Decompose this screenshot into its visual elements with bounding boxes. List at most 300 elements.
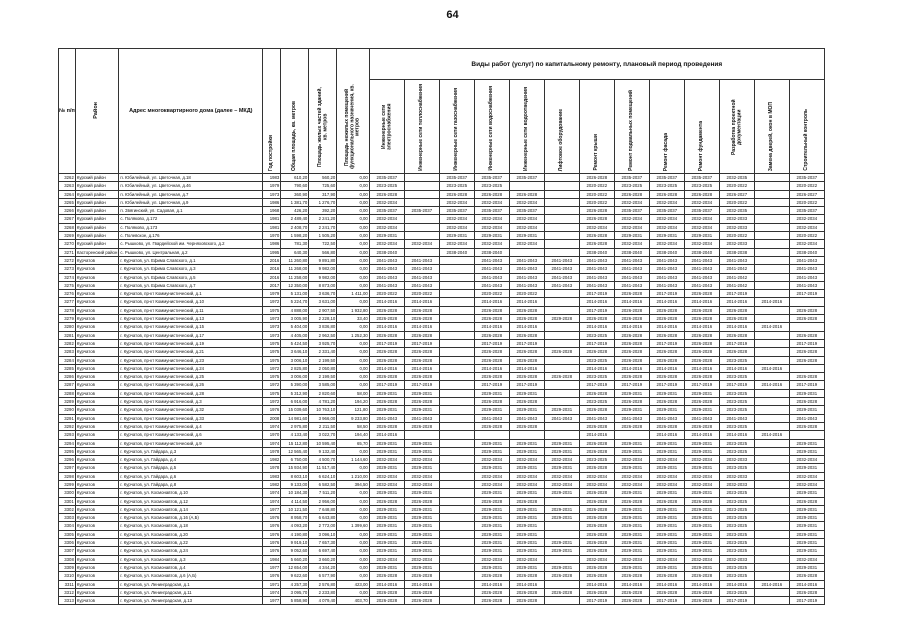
row-work-period: 2032-2034 bbox=[474, 555, 509, 563]
row-living-area: 7 657,30 bbox=[309, 539, 337, 547]
row-district: Курчатов bbox=[75, 522, 118, 530]
row-work-period: 2026-2028 bbox=[684, 306, 719, 314]
row-work-period: 2029-2031 bbox=[369, 447, 404, 455]
row-living-area: 6 697,40 bbox=[309, 547, 337, 555]
row-work-period: 2041-2043 bbox=[474, 273, 509, 281]
row-work-period: 2026-2028 bbox=[369, 356, 404, 364]
row-work-period bbox=[754, 356, 789, 364]
row-work-period bbox=[789, 323, 824, 331]
row-total-area: 781,30 bbox=[281, 240, 309, 248]
row-work-period: 2029-2031 bbox=[614, 563, 649, 571]
row-work-period: 2014-2016 bbox=[649, 364, 684, 372]
row-nonliving-area: 33,40 bbox=[337, 315, 370, 323]
row-district: Курчатов bbox=[75, 588, 118, 596]
row-work-period: 2029-2031 bbox=[544, 539, 579, 547]
row-work-period bbox=[754, 182, 789, 190]
row-work-period: 2041-2043 bbox=[544, 256, 579, 264]
row-living-area: 6 643,80 bbox=[309, 514, 337, 522]
row-nonliving-area: 0,00 bbox=[337, 489, 370, 497]
row-total-area: 15 934,90 bbox=[281, 464, 309, 472]
row-work-period: 2026-2028 bbox=[684, 331, 719, 339]
row-work-period: 2014-2016 bbox=[754, 431, 789, 439]
row-work-period: 2026-2028 bbox=[404, 331, 439, 339]
row-work-period: 2017-2019 bbox=[369, 339, 404, 347]
row-work-period: 2026-2028 bbox=[614, 348, 649, 356]
row-living-area: 3 096,10 bbox=[309, 530, 337, 538]
row-work-period: 2032-2035 bbox=[719, 207, 754, 215]
row-work-period bbox=[544, 174, 579, 182]
header-nonliving-area: Площадь нежилых помещений функционального назначения, кв. метров bbox=[337, 49, 370, 174]
row-work-period: 2026-2028 bbox=[579, 315, 614, 323]
row-work-period: 2029-2031 bbox=[474, 489, 509, 497]
row-work-period: 2029-2031 bbox=[404, 505, 439, 513]
row-work-period: 2041-2043 bbox=[719, 256, 754, 264]
row-work-period: 2026-2028 bbox=[509, 398, 544, 406]
row-work-period: 2017-2019 bbox=[404, 381, 439, 389]
row-total-area: 4 133,40 bbox=[281, 431, 309, 439]
row-living-area: 7 648,80 bbox=[309, 505, 337, 513]
row-work-period: 2026-2028 bbox=[579, 522, 614, 530]
row-number: 3278 bbox=[59, 306, 76, 314]
row-living-area: 6 577,90 bbox=[309, 572, 337, 580]
row-work-period: 2029-2031 bbox=[544, 547, 579, 555]
row-work-period: 2029-2031 bbox=[509, 539, 544, 547]
row-living-area: 722,50 bbox=[309, 240, 337, 248]
row-work-period: 2029-2031 bbox=[649, 232, 684, 240]
row-work-period: 2032-2034 bbox=[684, 555, 719, 563]
row-work-period bbox=[544, 223, 579, 231]
row-year: 1982 bbox=[263, 480, 281, 488]
row-work-period: 2026-2028 bbox=[789, 348, 824, 356]
row-work-period: 2014-2016 bbox=[684, 580, 719, 588]
row-district: Курчатов bbox=[75, 315, 118, 323]
row-work-period: 2026-2028 bbox=[789, 356, 824, 364]
row-work-period: 2032-2034 bbox=[509, 223, 544, 231]
row-work-period: 2041-2043 bbox=[789, 265, 824, 273]
row-work-period bbox=[754, 240, 789, 248]
row-nonliving-area: 1 399,60 bbox=[337, 522, 370, 530]
row-year: 1975 bbox=[263, 373, 281, 381]
row-number: 3306 bbox=[59, 539, 76, 547]
row-address: с. Полевское, д.176 bbox=[119, 232, 263, 240]
row-work-period bbox=[544, 356, 579, 364]
row-year: 1971 bbox=[263, 580, 281, 588]
row-work-period: 2041-2043 bbox=[614, 273, 649, 281]
table-row bbox=[59, 198, 825, 206]
row-work-period: 2041-2043 bbox=[719, 414, 754, 422]
row-work-period: 2032-2034 bbox=[789, 456, 824, 464]
row-work-period: 2026-2028 bbox=[369, 422, 404, 430]
row-district: Курчатов bbox=[75, 348, 118, 356]
row-number: 3310 bbox=[59, 572, 76, 580]
row-year: 1976 bbox=[263, 522, 281, 530]
row-work-period: 2032-2034 bbox=[474, 480, 509, 488]
row-work-period: 2026-2028 bbox=[579, 240, 614, 248]
row-work-period bbox=[509, 431, 544, 439]
row-district: Курчатов bbox=[75, 281, 118, 289]
row-work-period bbox=[509, 182, 544, 190]
row-year: 1970 bbox=[263, 431, 281, 439]
row-total-area: 3 006,10 bbox=[281, 356, 309, 364]
row-work-period bbox=[544, 331, 579, 339]
row-address: п. Юбилейный, ул. Цветочная, д.7 bbox=[119, 190, 263, 198]
row-living-area: 1 505,20 bbox=[309, 232, 337, 240]
row-work-period: 2038-2040 bbox=[684, 248, 719, 256]
row-district: Курчатов bbox=[75, 539, 118, 547]
row-work-period: 2014-2016 bbox=[754, 364, 789, 372]
row-living-area: 3 925,70 bbox=[309, 339, 337, 347]
row-work-period: 2029-2031 bbox=[789, 530, 824, 538]
row-work-period: 2023-2025 bbox=[719, 563, 754, 571]
row-work-period: 2032-2034 bbox=[614, 223, 649, 231]
row-work-period: 2026-2028 bbox=[684, 290, 719, 298]
row-work-period: 2014-2016 bbox=[649, 431, 684, 439]
row-nonliving-area: 0,00 bbox=[337, 547, 370, 555]
row-work-period: 2017-2019 bbox=[404, 339, 439, 347]
row-nonliving-area: 0,00 bbox=[337, 323, 370, 331]
row-nonliving-area: 0,00 bbox=[337, 447, 370, 455]
row-number: 3305 bbox=[59, 530, 76, 538]
row-work-period: 2032-2034 bbox=[649, 240, 684, 248]
row-work-period: 2020-2022 bbox=[369, 290, 404, 298]
row-work-period: 2026-2028 bbox=[544, 588, 579, 596]
row-work-period: 2041-2043 bbox=[789, 281, 824, 289]
row-work-period bbox=[439, 439, 474, 447]
row-number: 3291 bbox=[59, 414, 76, 422]
row-address: с. Рышково, ул. Центральная, д.2 bbox=[119, 248, 263, 256]
row-work-period bbox=[544, 522, 579, 530]
row-work-period: 2017-2019 bbox=[369, 381, 404, 389]
row-work-period bbox=[544, 215, 579, 223]
row-year: 1972 bbox=[263, 364, 281, 372]
row-work-period: 2017-2019 bbox=[509, 381, 544, 389]
row-work-period: 2041-2043 bbox=[404, 273, 439, 281]
row-work-period bbox=[544, 530, 579, 538]
row-work-period: 2023-2025 bbox=[719, 439, 754, 447]
row-work-period: 2026-2028 bbox=[684, 190, 719, 198]
row-work-period bbox=[439, 456, 474, 464]
row-work-period: 2029-2031 bbox=[404, 539, 439, 547]
row-year: 1975 bbox=[263, 306, 281, 314]
row-district: Курчатов bbox=[75, 447, 118, 455]
table-row bbox=[59, 273, 825, 281]
row-work-period: 2026-2028 bbox=[369, 597, 404, 605]
row-work-period: 2014-2016 bbox=[404, 323, 439, 331]
row-work-period: 2026-2028 bbox=[614, 356, 649, 364]
row-work-period: 2014-2016 bbox=[509, 580, 544, 588]
row-work-period: 2026-2028 bbox=[369, 315, 404, 323]
row-living-area: 2 241,70 bbox=[309, 223, 337, 231]
row-work-period: 2032-2034 bbox=[404, 480, 439, 488]
row-living-area: 9 132,40 bbox=[309, 447, 337, 455]
row-work-period: 2029-2031 bbox=[649, 389, 684, 397]
row-work-period: 2041-2043 bbox=[684, 414, 719, 422]
row-work-period: 2032-2033 bbox=[719, 472, 754, 480]
row-work-period: 2029-2031 bbox=[649, 447, 684, 455]
row-address: г. Курчатов, ул. Космонавтов, д.6 (А,Б) bbox=[119, 572, 263, 580]
row-number: 3277 bbox=[59, 298, 76, 306]
row-work-period bbox=[404, 190, 439, 198]
row-number: 3300 bbox=[59, 489, 76, 497]
row-year: 1983 bbox=[263, 472, 281, 480]
row-total-area: 1 381,70 bbox=[281, 198, 309, 206]
row-work-period: 2026-2028 bbox=[474, 398, 509, 406]
header-work-3: Инженерные сети водоснабжения bbox=[474, 80, 509, 174]
row-work-period: 2038-2040 bbox=[649, 248, 684, 256]
row-living-area: 2 820,60 bbox=[309, 389, 337, 397]
row-living-area: 4 781,20 bbox=[309, 398, 337, 406]
row-work-period: 2029-2031 bbox=[474, 514, 509, 522]
row-work-period: 2029-2031 bbox=[614, 406, 649, 414]
row-work-period: 2041-2043 bbox=[509, 265, 544, 273]
row-district: Курчатов bbox=[75, 472, 118, 480]
row-district: Курчатов bbox=[75, 273, 118, 281]
row-total-area: 790,60 bbox=[281, 182, 309, 190]
row-work-period: 2029-2031 bbox=[649, 563, 684, 571]
row-work-period: 2026-2028 bbox=[684, 422, 719, 430]
row-nonliving-area: 194,20 bbox=[337, 398, 370, 406]
row-work-period: 2026-2028 bbox=[789, 398, 824, 406]
row-work-period: 2023-2025 bbox=[579, 331, 614, 339]
row-work-period: 2014-2016 bbox=[579, 364, 614, 372]
row-year: 1976 bbox=[263, 539, 281, 547]
row-work-period bbox=[404, 223, 439, 231]
row-work-period: 2026-2028 bbox=[509, 306, 544, 314]
row-address: г. Курчатов, пр-кт Коммунистический, д.24 bbox=[119, 364, 263, 372]
row-nonliving-area: 0,00 bbox=[337, 381, 370, 389]
row-work-period: 2026-2028 bbox=[649, 497, 684, 505]
row-nonliving-area: 0,00 bbox=[337, 240, 370, 248]
row-nonliving-area: 0,00 bbox=[337, 273, 370, 281]
row-work-period: 2041-2043 bbox=[649, 281, 684, 289]
row-work-period: 2026-2028 bbox=[579, 215, 614, 223]
row-work-period: 2026-2028 bbox=[579, 588, 614, 596]
row-work-period: 2041-2043 bbox=[369, 414, 404, 422]
row-work-period: 2035-2037 bbox=[614, 207, 649, 215]
row-nonliving-area: 0,00 bbox=[337, 207, 370, 215]
row-total-area: 11 258,00 bbox=[281, 273, 309, 281]
row-work-period bbox=[439, 447, 474, 455]
row-work-period: 2026-2028 bbox=[614, 339, 649, 347]
row-work-period: 2032-2034 bbox=[474, 198, 509, 206]
row-work-period: 2029-2031 bbox=[509, 489, 544, 497]
row-nonliving-area: 0,00 bbox=[337, 572, 370, 580]
row-work-period: 2032-2034 bbox=[614, 480, 649, 488]
row-work-period bbox=[439, 273, 474, 281]
row-number: 3264 bbox=[59, 190, 76, 198]
row-work-period: 2029-2031 bbox=[614, 547, 649, 555]
row-address: г. Курчатов, ул. Космонавтов, д.18 bbox=[119, 522, 263, 530]
row-work-period: 2026-2028 bbox=[509, 315, 544, 323]
row-work-period: 2014-2016 bbox=[369, 298, 404, 306]
row-work-period: 2029-2031 bbox=[544, 464, 579, 472]
row-living-area: 11 517,40 bbox=[309, 464, 337, 472]
row-work-period: 2029-2031 bbox=[474, 389, 509, 397]
row-district: Курчатов bbox=[75, 290, 118, 298]
row-work-period: 2032-2034 bbox=[439, 223, 474, 231]
row-work-period: 2026-2028 bbox=[614, 331, 649, 339]
row-work-period: 2032-2034 bbox=[789, 223, 824, 231]
row-work-period: 2014-2016 bbox=[509, 364, 544, 372]
row-work-period: 2038-2040 bbox=[474, 248, 509, 256]
table-row bbox=[59, 339, 825, 347]
row-nonliving-area: 121,80 bbox=[337, 406, 370, 414]
row-work-period: 2026-2028 bbox=[509, 190, 544, 198]
row-work-period: 2035-2037 bbox=[614, 174, 649, 182]
row-work-period: 2041-2043 bbox=[404, 256, 439, 264]
row-living-area: 317,90 bbox=[309, 190, 337, 198]
row-work-period: 2014-2016 bbox=[474, 364, 509, 372]
row-work-period: 2032-2033 bbox=[719, 456, 754, 464]
row-work-period: 2026-2028 bbox=[649, 422, 684, 430]
row-work-period bbox=[754, 306, 789, 314]
row-work-period bbox=[754, 563, 789, 571]
row-work-period: 2029-2031 bbox=[649, 547, 684, 555]
row-number: 3293 bbox=[59, 431, 76, 439]
row-nonliving-area: 0,00 bbox=[337, 190, 370, 198]
row-district: Курчатов bbox=[75, 339, 118, 347]
row-work-period: 2041-2043 bbox=[544, 265, 579, 273]
row-work-period: 2029-2031 bbox=[684, 514, 719, 522]
row-work-period bbox=[544, 207, 579, 215]
header-living-area: Площадь жилых частей зданий, кв. метров bbox=[309, 49, 337, 174]
row-work-period: 2032-2034 bbox=[649, 223, 684, 231]
row-year: 1978 bbox=[263, 464, 281, 472]
row-work-period: 2020-2022 bbox=[719, 198, 754, 206]
row-nonliving-area: 0,00 bbox=[337, 265, 370, 273]
row-work-period bbox=[754, 472, 789, 480]
row-work-period: 2026-2028 bbox=[579, 406, 614, 414]
row-year: 1975 bbox=[263, 356, 281, 364]
row-work-period: 2026-2028 bbox=[474, 348, 509, 356]
row-work-period bbox=[754, 256, 789, 264]
row-work-period bbox=[439, 331, 474, 339]
table-row bbox=[59, 182, 825, 190]
row-nonliving-area: 0,00 bbox=[337, 588, 370, 596]
row-year: 1976 bbox=[263, 572, 281, 580]
row-total-area: 5 312,90 bbox=[281, 389, 309, 397]
row-total-area: 5 660,20 bbox=[281, 555, 309, 563]
row-work-period: 2014-2016 bbox=[404, 298, 439, 306]
row-number: 3275 bbox=[59, 281, 76, 289]
row-address: г. Курчатов, ул. Космонавтов, д.22 bbox=[119, 539, 263, 547]
row-work-period: 2014-2016 bbox=[719, 431, 754, 439]
row-number: 3290 bbox=[59, 406, 76, 414]
row-number: 3282 bbox=[59, 339, 76, 347]
row-work-period: 2014-2016 bbox=[754, 381, 789, 389]
row-number: 3263 bbox=[59, 182, 76, 190]
row-living-area: 6 624,10 bbox=[309, 472, 337, 480]
row-work-period: 2017-2019 bbox=[474, 339, 509, 347]
row-work-period: 2041-2043 bbox=[649, 256, 684, 264]
row-district: Курский район bbox=[75, 232, 118, 240]
row-work-period bbox=[754, 447, 789, 455]
row-year: 1973 bbox=[263, 331, 281, 339]
row-total-area: 12 350,00 bbox=[281, 281, 309, 289]
row-work-period: 2041-2043 bbox=[789, 273, 824, 281]
row-work-period: 2029-2031 bbox=[649, 522, 684, 530]
row-work-period: 2023-2025 bbox=[649, 182, 684, 190]
table-row bbox=[59, 414, 825, 422]
row-work-period: 2032-2033 bbox=[719, 555, 754, 563]
row-work-period: 2026-2028 bbox=[684, 348, 719, 356]
header-work-8: Ремонт фасада bbox=[649, 80, 684, 174]
row-work-period bbox=[754, 547, 789, 555]
row-work-period bbox=[754, 456, 789, 464]
row-work-period bbox=[544, 323, 579, 331]
row-work-period: 2035-2037 bbox=[439, 207, 474, 215]
table-row bbox=[59, 489, 825, 497]
row-work-period bbox=[439, 472, 474, 480]
row-work-period: 2020-2022 bbox=[789, 232, 824, 240]
row-work-period: 2029-2031 bbox=[509, 464, 544, 472]
row-year: 1975 bbox=[263, 348, 281, 356]
row-work-period: 2026-2028 bbox=[684, 398, 719, 406]
row-work-period: 2023-2025 bbox=[719, 464, 754, 472]
row-work-period bbox=[754, 480, 789, 488]
row-district: Курчатов bbox=[75, 331, 118, 339]
row-address: г. Курчатов, пр-кт Коммунистический, д.15 bbox=[119, 323, 263, 331]
table-row bbox=[59, 248, 825, 256]
row-district: Курчатов bbox=[75, 323, 118, 331]
row-work-period: 2026-2028 bbox=[474, 306, 509, 314]
row-work-period bbox=[439, 364, 474, 372]
row-work-period: 2023-2025 bbox=[719, 489, 754, 497]
row-work-period: 2032-2034 bbox=[439, 240, 474, 248]
row-work-period: 2023-2025 bbox=[719, 588, 754, 596]
row-total-area: 4 190,80 bbox=[281, 530, 309, 538]
row-nonliving-area: 0,00 bbox=[337, 339, 370, 347]
row-work-period: 2041-2043 bbox=[684, 256, 719, 264]
row-work-period: 2029-2031 bbox=[649, 530, 684, 538]
row-work-period: 2023-2025 bbox=[614, 182, 649, 190]
row-work-period bbox=[439, 588, 474, 596]
row-number: 3276 bbox=[59, 290, 76, 298]
row-address: г. Курчатов, ул. Космонавтов, д.4 bbox=[119, 563, 263, 571]
row-work-period: 2026-2028 bbox=[404, 315, 439, 323]
row-address: г. Курчатов, пр-кт Коммунистический, д.6 bbox=[119, 431, 263, 439]
row-work-period: 2041-2043 bbox=[614, 256, 649, 264]
row-year: 1979 bbox=[263, 290, 281, 298]
row-work-period: 2029-2031 bbox=[474, 406, 509, 414]
row-district: Касторенский район bbox=[76, 249, 118, 255]
row-work-period: 2026-2028 bbox=[509, 373, 544, 381]
row-work-period: 2026-2028 bbox=[369, 588, 404, 596]
row-nonliving-area: 423,00 bbox=[337, 580, 370, 588]
row-number: 3286 bbox=[59, 373, 76, 381]
row-work-period: 2041-2042 bbox=[719, 273, 754, 281]
row-work-period: 2026-2028 bbox=[649, 306, 684, 314]
row-work-period: 2017-2019 bbox=[579, 339, 614, 347]
row-work-period: 2029-2031 bbox=[404, 522, 439, 530]
row-work-period: 2038-2040 bbox=[369, 248, 404, 256]
row-work-period: 2032-2034 bbox=[404, 240, 439, 248]
row-total-area: 4 114,50 bbox=[281, 497, 309, 505]
row-year: 1977 bbox=[263, 505, 281, 513]
row-work-period: 2032-2034 bbox=[509, 472, 544, 480]
row-address: г. Курчатов, пр-кт Коммунистический, д.10 bbox=[119, 298, 263, 306]
row-work-period: 2026-2028 bbox=[684, 497, 719, 505]
row-work-period: 2032-2034 bbox=[509, 480, 544, 488]
row-year: 1984 bbox=[263, 555, 281, 563]
row-number: 3284 bbox=[59, 356, 76, 364]
row-work-period: 2017-2019 bbox=[789, 339, 824, 347]
row-work-period: 2029-2031 bbox=[474, 539, 509, 547]
row-work-period: 2023-2025 bbox=[579, 398, 614, 406]
row-year: 1974 bbox=[263, 489, 281, 497]
row-work-period bbox=[754, 422, 789, 430]
row-work-period: 2032-2034 bbox=[614, 240, 649, 248]
